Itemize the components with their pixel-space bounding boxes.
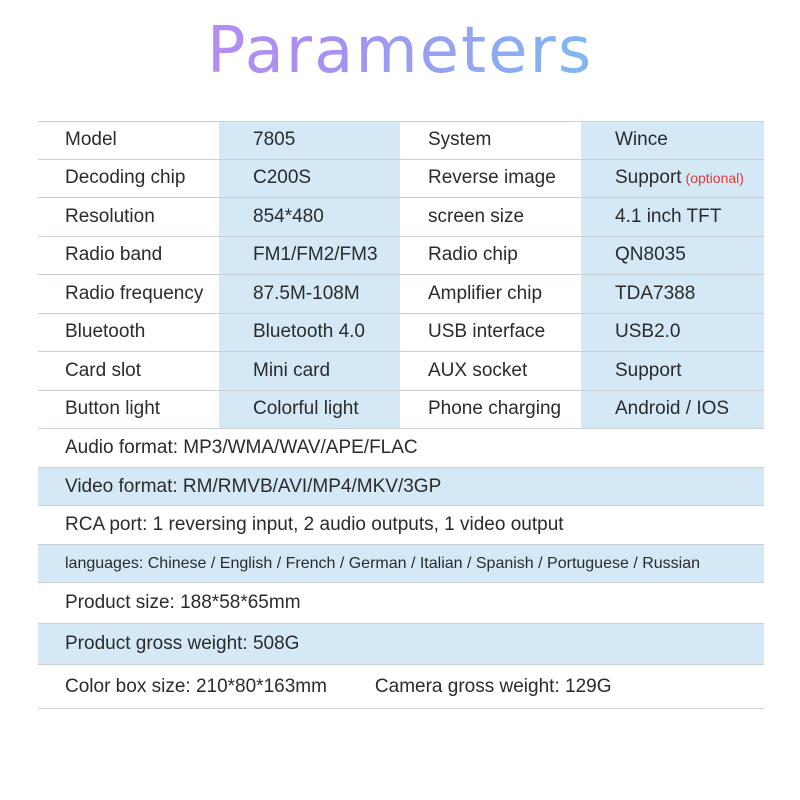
audio-format-text: Audio format: MP3/WMA/WAV/APE/FLAC (65, 437, 418, 458)
table-cell-c2 (219, 391, 400, 429)
table-row (38, 391, 764, 430)
cell-text: screen size (428, 205, 525, 227)
rca-port-text: RCA port: 1 reversing input, 2 audio outputs, 1 video output (65, 514, 564, 535)
table-cell-c4 (581, 198, 764, 236)
cell-text: Amplifier chip (428, 282, 543, 304)
table-cell-c4 (581, 275, 764, 313)
cell-text: 7805 (253, 129, 296, 151)
table-row (38, 121, 764, 160)
cell-text: Radio chip (428, 244, 518, 266)
table-row (38, 352, 764, 391)
table-row (38, 314, 764, 353)
cell-text: AUX socket (428, 359, 528, 381)
camera-weight-text: Camera gross weight: 129G (374, 675, 612, 697)
cell-text: Android / IOS (615, 398, 730, 420)
cell-text: QN8035 (615, 244, 686, 266)
cell-text: 854*480 (253, 205, 324, 227)
table-cell-c1 (38, 352, 219, 390)
table-cell-c2 (219, 237, 400, 275)
cell-text: Wince (615, 129, 668, 151)
table-cell-c2 (219, 122, 400, 159)
cell-text: TDA7388 (615, 282, 696, 304)
cell-text: C200S (253, 167, 312, 189)
table-cell-c4 (581, 391, 764, 429)
cell-text: Support (615, 359, 682, 381)
rca-port-row (38, 506, 764, 545)
video-format-text: Video format: RM/RMVB/AVI/MP4/MKV/3GP (65, 475, 442, 497)
gross-weight-text: Product gross weight: 508G (65, 633, 300, 654)
cell-text: Bluetooth (65, 321, 146, 343)
cell-text: Button light (65, 398, 161, 420)
product-size-row (38, 583, 764, 624)
color-box-text: Color box size: 210*80*163mm (65, 675, 327, 697)
cell-text: Phone charging (428, 398, 562, 420)
table-cell-c3 (400, 160, 581, 198)
cell-text: USB interface (428, 321, 546, 343)
table-cell-c2 (219, 198, 400, 236)
table-cell-c3 (400, 198, 581, 236)
table-cell-c2 (219, 160, 400, 198)
table-cell-c3 (400, 275, 581, 313)
cell-text: Decoding chip (65, 167, 186, 189)
table-cell-c1 (38, 122, 219, 159)
cell-text: Colorful light (253, 398, 359, 420)
table-cell-c4 (581, 352, 764, 390)
cell-text: FM1/FM2/FM3 (253, 244, 378, 266)
table-cell-c1 (38, 391, 219, 429)
cell-text: USB2.0 (615, 321, 681, 343)
cell-text: Mini card (253, 359, 331, 381)
color-box-row (38, 665, 764, 709)
parameter-grid (38, 121, 764, 429)
table-cell-c3 (400, 122, 581, 159)
table-cell-c1 (38, 160, 219, 198)
table-cell-c3 (400, 237, 581, 275)
table-row (38, 160, 764, 199)
table-cell-c4 (581, 237, 764, 275)
table-cell-c2 (219, 352, 400, 390)
optional-note: (optional) (685, 170, 744, 187)
gross-weight-row (38, 624, 764, 665)
page-title: Parameters (0, 14, 800, 88)
table-cell-c1 (38, 198, 219, 236)
table-cell-c3 (400, 391, 581, 429)
table-cell-c1 (38, 275, 219, 313)
table-row (38, 237, 764, 276)
table-cell-c4 (581, 122, 764, 159)
cell-text: 4.1 inch TFT (615, 205, 722, 227)
cell-text: Radio band (65, 244, 163, 266)
parameters-table (38, 121, 764, 709)
cell-text: Support (615, 167, 682, 189)
table-cell-c3 (400, 314, 581, 352)
cell-text: Model (65, 129, 117, 151)
table-cell-c2 (219, 275, 400, 313)
table-cell-c1 (38, 314, 219, 352)
cell-text: Reverse image (428, 167, 556, 189)
table-row (38, 275, 764, 314)
cell-text: 87.5M-108M (253, 282, 360, 304)
languages-row (38, 545, 764, 583)
cell-text: System (428, 129, 492, 151)
audio-format-row (38, 429, 764, 468)
table-cell-c3 (400, 352, 581, 390)
product-size-text: Product size: 188*58*65mm (65, 592, 301, 613)
table-cell-c4 (581, 160, 764, 198)
table-row (38, 198, 764, 237)
cell-text: Card slot (65, 359, 142, 381)
languages-text: languages: Chinese / English / French / German / Italian / Spanish / Portuguese / Russian (65, 554, 701, 572)
cell-text: Resolution (65, 205, 155, 227)
table-cell-c1 (38, 237, 219, 275)
table-cell-c2 (219, 314, 400, 352)
table-cell-c4 (581, 314, 764, 352)
video-format-row (38, 468, 764, 506)
cell-text: Radio frequency (65, 282, 204, 304)
cell-text: Bluetooth 4.0 (253, 321, 365, 343)
